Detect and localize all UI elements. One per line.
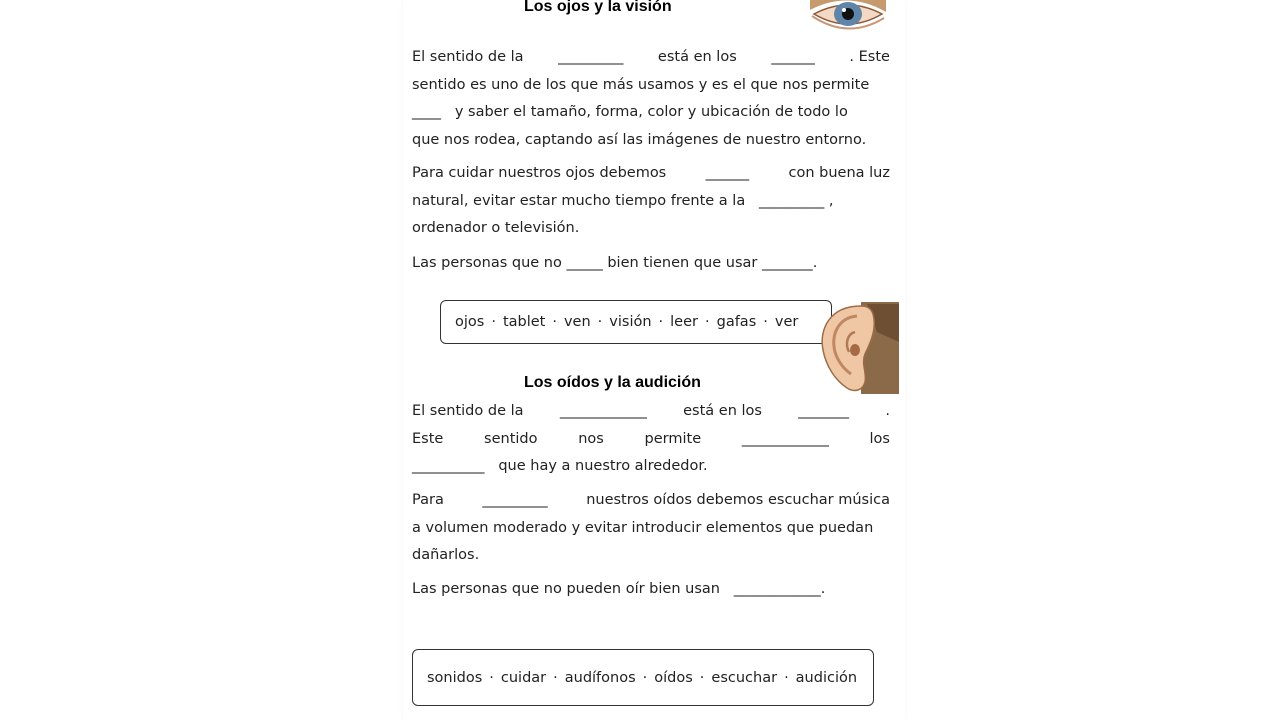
word-bank-item: escuchar xyxy=(711,669,778,686)
fill-blank[interactable]: _______. xyxy=(761,255,818,271)
fill-blank[interactable]: _____ xyxy=(566,255,603,271)
word-bank-item: gafas xyxy=(716,314,757,330)
fill-blank[interactable]: __________ xyxy=(412,458,485,474)
separator-dot: · xyxy=(553,669,558,686)
ear-icon xyxy=(817,302,899,394)
separator-dot: · xyxy=(597,314,603,330)
section-title-vision: Los ojos y la visión xyxy=(524,0,672,15)
word-bank-item: ven xyxy=(563,314,591,330)
word-bank-item: sonidos xyxy=(427,669,483,686)
word-bank-item: audífonos xyxy=(564,669,636,686)
hearing-paragraph-3 xyxy=(412,576,890,604)
word-bank-item: ojos xyxy=(455,314,485,330)
text-line: Este sentido nos permite ____________ los xyxy=(412,426,890,454)
separator-dot: · xyxy=(705,314,710,330)
separator-dot: · xyxy=(658,314,664,330)
text-line: El sentido de la ____________ está en los _______ . xyxy=(412,398,890,426)
vision-paragraph-2 xyxy=(412,160,890,243)
word-bank-item: visión xyxy=(609,314,652,330)
fill-blank[interactable]: _________ xyxy=(482,492,548,508)
text-line: sentido es uno de los que más usamos y es el que nos permite xyxy=(412,76,870,93)
fill-blank[interactable]: ____________. xyxy=(733,581,826,597)
text-line: Las personas que no _____ bien tienen que usar _______. xyxy=(412,255,818,271)
separator-dot: · xyxy=(642,669,648,686)
fill-blank[interactable]: ______ xyxy=(771,49,815,65)
text-line: natural, evitar estar mucho tiempo frente a la _________ , xyxy=(412,192,834,209)
text-line: Para cuidar nuestros ojos debemos ______ con buena luz xyxy=(412,160,890,188)
text-line: Las personas que no pueden oír bien usan ____________. xyxy=(412,581,826,597)
vision-paragraph-1 xyxy=(412,44,890,154)
text-line: que nos rodea, captando así las imágenes de nuestro entorno. xyxy=(412,131,867,148)
text-line: ordenador o televisión. xyxy=(412,220,580,236)
text-line: __________ que hay a nuestro alrededor. xyxy=(412,458,708,474)
word-bank-item: cuidar xyxy=(500,669,547,686)
separator-dot: · xyxy=(763,314,768,330)
text-line: dañarlos. xyxy=(412,547,480,563)
fill-blank[interactable]: _________ xyxy=(558,49,624,65)
section-title-hearing: Los oídos y la audición xyxy=(524,374,701,391)
word-bank-item: audición xyxy=(795,669,858,686)
fill-blank[interactable]: ______ xyxy=(705,165,750,181)
word-bank-hearing xyxy=(412,649,874,706)
fill-blank[interactable]: _______ xyxy=(798,403,850,419)
separator-dot: · xyxy=(489,669,494,686)
hearing-paragraph-2 xyxy=(412,487,890,570)
worksheet-page xyxy=(403,0,905,720)
hearing-paragraph-1 xyxy=(412,398,890,481)
separator-dot: · xyxy=(491,314,496,330)
fill-blank[interactable]: _________ xyxy=(759,192,825,209)
word-bank-vision xyxy=(440,300,832,344)
text-line: a volumen moderado y evitar introducir elementos que puedan xyxy=(412,519,874,536)
eye-icon xyxy=(808,0,888,34)
word-bank-item: oídos xyxy=(654,669,693,686)
vision-paragraph-3 xyxy=(412,250,890,278)
word-bank-item: leer xyxy=(670,314,698,330)
separator-dot: · xyxy=(699,669,705,686)
separator-dot: · xyxy=(784,669,789,686)
text-line: El sentido de la _________ está en los ______ . Este xyxy=(412,44,890,72)
fill-blank[interactable]: ____ xyxy=(412,104,441,120)
word-bank-item: ver xyxy=(774,314,799,330)
fill-blank[interactable]: ____________ xyxy=(559,403,647,419)
fill-blank[interactable]: ____________ xyxy=(741,430,829,447)
separator-dot: · xyxy=(552,314,557,330)
text-line: ____ y saber el tamaño, forma, color y ubicación de todo lo xyxy=(412,104,848,120)
word-bank-item: tablet xyxy=(502,314,546,330)
text-line: Para _________ nuestros oídos debemos escuchar música xyxy=(412,487,890,515)
